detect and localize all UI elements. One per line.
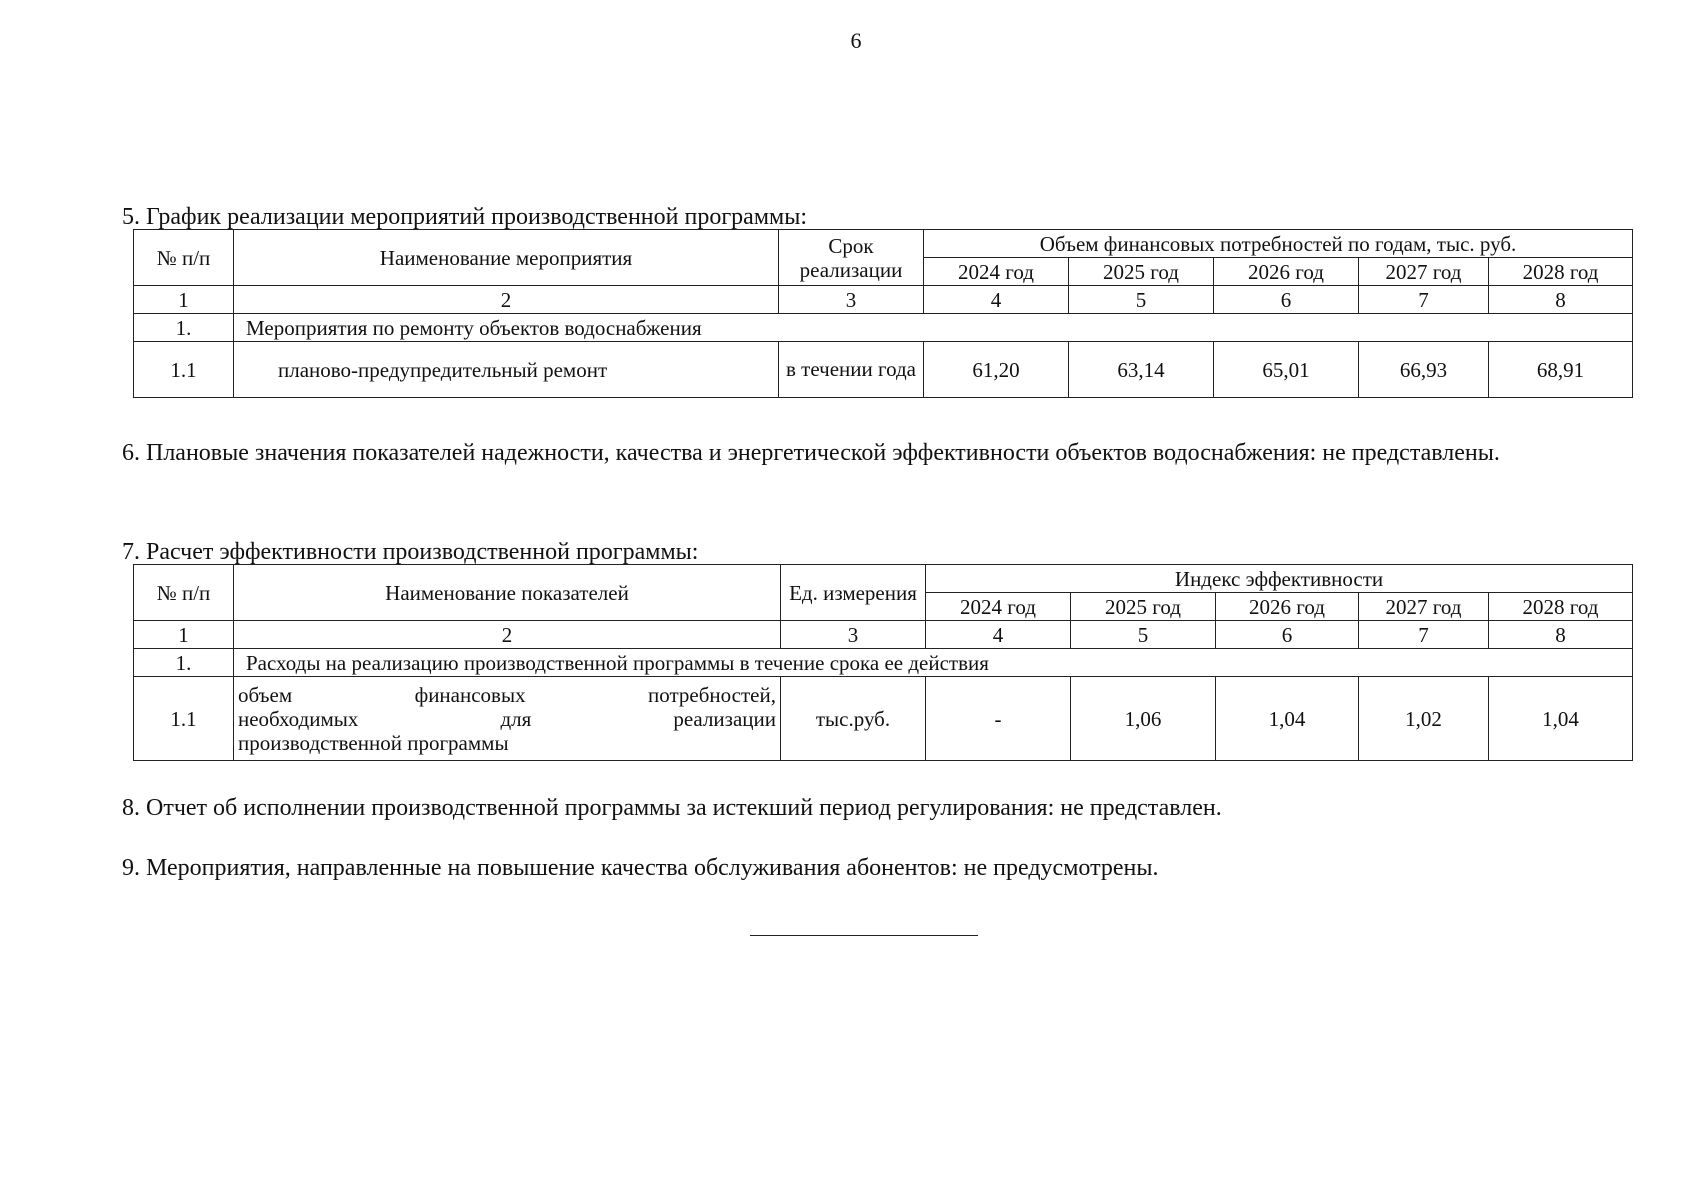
section-6-text: 6. Плановые значения показателей надежности, качества и энергетической эффективности объектов водоснабжения: не представлены. <box>122 440 1500 466</box>
section-9-text: 9. Мероприятия, направленные на повышение качества обслуживания абонентов: не предусмотрены. <box>122 855 1159 881</box>
row-value: 1,04 <box>1216 677 1359 761</box>
group-row-num: 1. <box>134 314 234 342</box>
header-num: № п/п <box>134 230 234 286</box>
header-year: 2025 год <box>1071 593 1216 621</box>
group-row-num: 1. <box>134 649 234 677</box>
column-number: 6 <box>1214 286 1359 314</box>
section-8-text: 8. Отчет об исполнении производственной программы за истекший период регулирования: не представлен. <box>122 795 1222 821</box>
row-value: 68,91 <box>1489 342 1633 398</box>
row-name: планово-предупредительный ремонт <box>234 342 779 398</box>
header-year: 2026 год <box>1216 593 1359 621</box>
row-value: - <box>926 677 1071 761</box>
header-finance-group: Объем финансовых потребностей по годам, тыс. руб. <box>924 230 1633 258</box>
table-header-row <box>134 565 1633 593</box>
column-number: 4 <box>926 621 1071 649</box>
row-term: в течении года <box>779 342 924 398</box>
row-name-line: объем финансовых потребностей, <box>238 682 776 707</box>
section-5-heading: 5. График реализации мероприятий производственной программы: <box>122 204 807 230</box>
row-value: 61,20 <box>924 342 1069 398</box>
column-number: 1 <box>134 286 234 314</box>
column-number: 8 <box>1489 286 1633 314</box>
header-efficiency-group: Индекс эффективности <box>926 565 1633 593</box>
implementation-schedule-table <box>133 229 1633 398</box>
header-unit: Ед. измерения <box>781 565 926 621</box>
row-name <box>234 677 781 761</box>
column-number: 3 <box>779 286 924 314</box>
row-num: 1.1 <box>134 342 234 398</box>
row-value: 1,06 <box>1071 677 1216 761</box>
header-year: 2027 год <box>1359 258 1489 286</box>
header-year: 2027 год <box>1359 593 1489 621</box>
row-value: 1,02 <box>1359 677 1489 761</box>
header-year: 2024 год <box>924 258 1069 286</box>
section-7-heading: 7. Расчет эффективности производственной программы: <box>122 539 699 565</box>
header-year: 2026 год <box>1214 258 1359 286</box>
page-number: 6 <box>850 28 862 53</box>
row-value: 66,93 <box>1359 342 1489 398</box>
column-number-row <box>134 286 1633 314</box>
column-number: 4 <box>924 286 1069 314</box>
column-number: 1 <box>134 621 234 649</box>
table-header-row <box>134 230 1633 258</box>
row-num: 1.1 <box>134 677 234 761</box>
group-row <box>134 314 1633 342</box>
header-year: 2028 год <box>1489 258 1633 286</box>
group-row <box>134 649 1633 677</box>
header-num: № п/п <box>134 565 234 621</box>
row-unit: тыс.руб. <box>781 677 926 761</box>
row-value: 1,04 <box>1489 677 1633 761</box>
column-number-row <box>134 621 1633 649</box>
table-row <box>134 677 1633 761</box>
row-name-line: производственной программы <box>238 730 509 755</box>
row-value: 63,14 <box>1069 342 1214 398</box>
closing-rule <box>750 935 978 936</box>
group-row-label: Расходы на реализацию производственной программы в течение срока ее действия <box>234 649 1633 677</box>
header-name: Наименование показателей <box>234 565 781 621</box>
efficiency-table <box>133 564 1633 761</box>
column-number: 7 <box>1359 286 1489 314</box>
header-year: 2025 год <box>1069 258 1214 286</box>
header-year: 2028 год <box>1489 593 1633 621</box>
column-number: 6 <box>1216 621 1359 649</box>
column-number: 8 <box>1489 621 1633 649</box>
column-number: 7 <box>1359 621 1489 649</box>
row-name-line: необходимых для реализации <box>238 706 776 731</box>
table-row <box>134 342 1633 398</box>
column-number: 3 <box>781 621 926 649</box>
column-number: 2 <box>234 621 781 649</box>
column-number: 5 <box>1071 621 1216 649</box>
group-row-label: Мероприятия по ремонту объектов водоснабжения <box>234 314 1633 342</box>
row-value: 65,01 <box>1214 342 1359 398</box>
column-number: 2 <box>234 286 779 314</box>
header-term: Срок реализации <box>779 230 924 286</box>
header-name: Наименование мероприятия <box>234 230 779 286</box>
column-number: 5 <box>1069 286 1214 314</box>
header-year: 2024 год <box>926 593 1071 621</box>
